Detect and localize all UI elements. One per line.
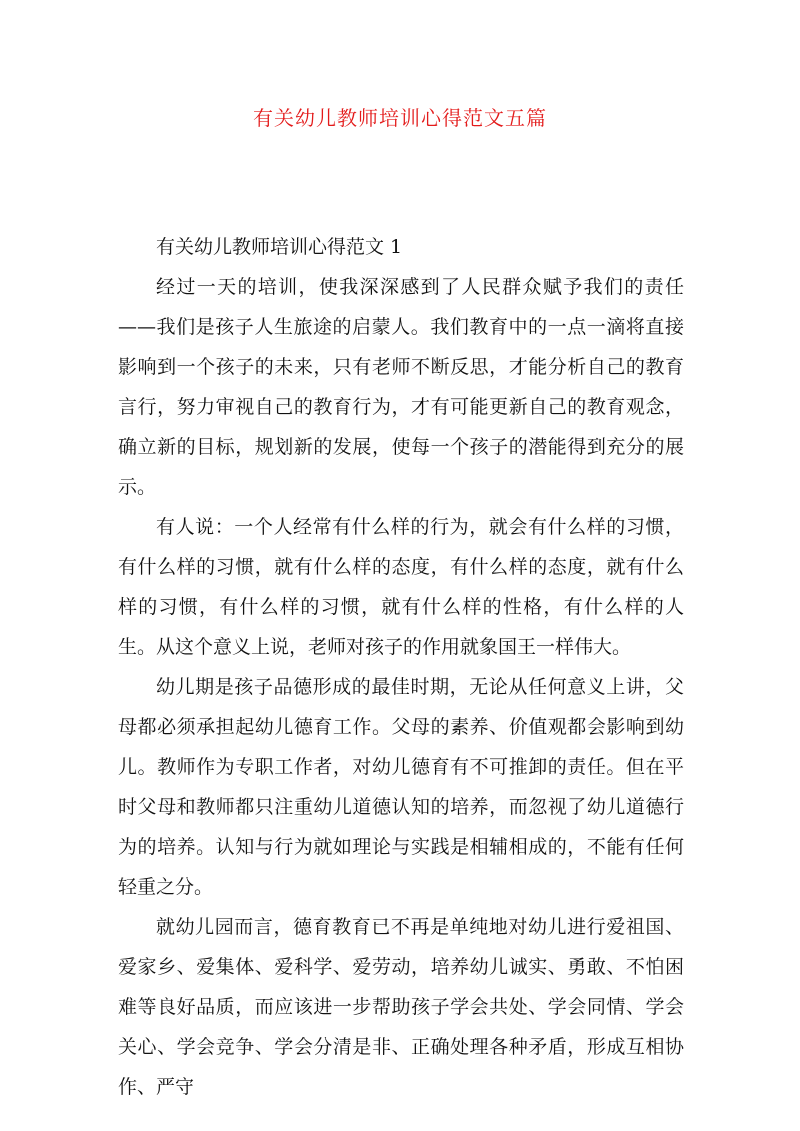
paragraph-2: 有人说：一个人经常有什么样的行为，就会有什么样的习惯，有什么样的习惯，就有什么样的态度，有什么样的态度，就有什么样的习惯，有什么样的习惯，就有什么样的性格，有什么样的人生。从这个意义上说，老师对孩子的作用就象国王一样伟大。 bbox=[118, 516, 684, 658]
document-title: 有关幼儿教师培训心得范文五篇 bbox=[253, 106, 547, 130]
paragraph-4: 就幼儿园而言，德育教育已不再是单纯地对幼儿进行爱祖国、爱家乡、爱集体、爱科学、爱劳动，培养幼儿诚实、勇敢、不怕困难等良好品质，而应该进一步帮助孩子学会共处、学会同情、学会关心、学会竞争、学会分清是非、正确处理各种矛盾，形成互相协作、严守 bbox=[118, 916, 684, 1098]
paragraph-3: 幼儿期是孩子品德形成的最佳时期，无论从任何意义上讲，父母都必须承担起幼儿德育工作。父母的素养、价值观都会影响到幼儿。教师作为专职工作者，对幼儿德育有不可推卸的责任。但在平时父母和教师都只注重幼儿道德认知的培养，而忽视了幼儿道德行为的培养。认知与行为就如理论与实践是相辅相成的，不能有任何轻重之分。 bbox=[118, 676, 684, 898]
section-heading: 有关幼儿教师培训心得范文 1 bbox=[156, 236, 403, 258]
document-body bbox=[118, 227, 684, 1107]
paragraph-1: 经过一天的培训，使我深深感到了人民群众赋予我们的责任——我们是孩子人生旅途的启蒙人。我们教育中的一点一滴将直接影响到一个孩子的未来，只有老师不断反思，才能分析自己的教育言行，努力审视自己的教育行为，才有可能更新自己的教育观念，确立新的目标，规划新的发展，使每一个孩子的潜能得到充分的展示。 bbox=[118, 276, 684, 498]
